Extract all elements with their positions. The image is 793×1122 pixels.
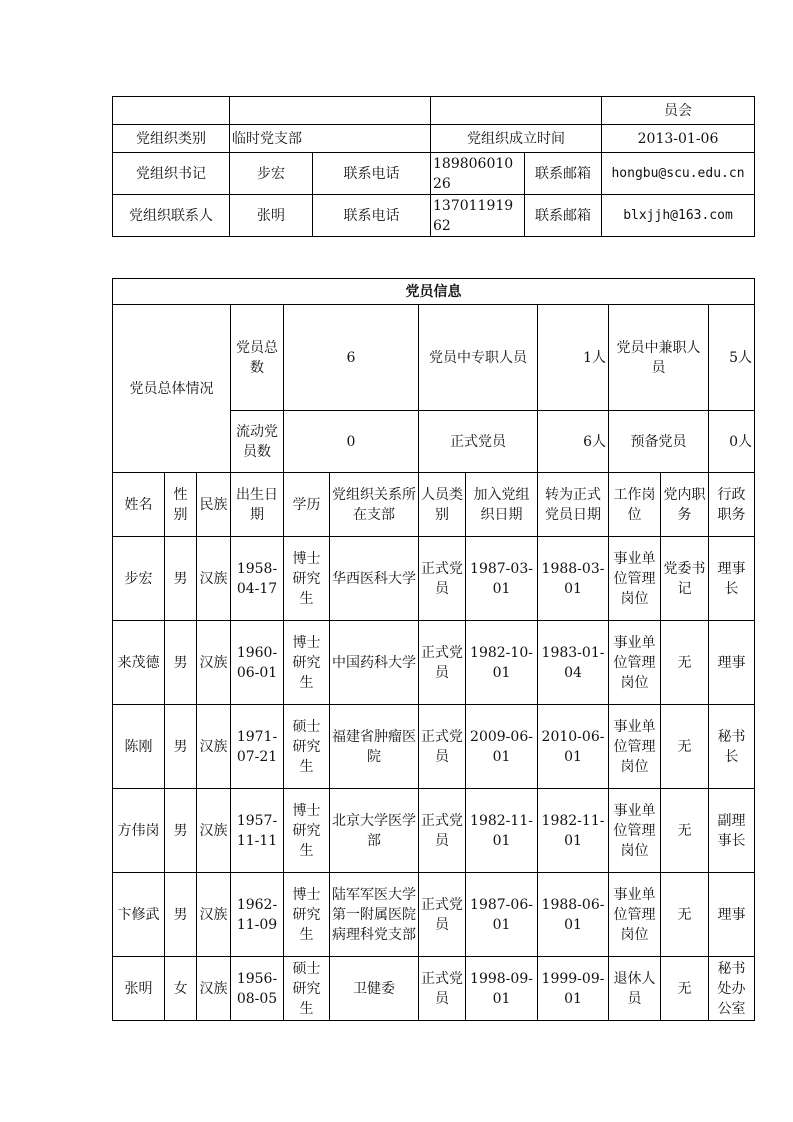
column-header: 转为正式党员日期 xyxy=(538,473,609,537)
table-cell: 陆军军医大学第一附属医院病理科党支部 xyxy=(330,873,419,957)
table-cell: 1957-11-11 xyxy=(231,789,284,873)
table-cell: 博士研究生 xyxy=(284,537,330,621)
table-cell: 卞修武 xyxy=(113,873,165,957)
table-cell: 无 xyxy=(661,789,709,873)
fulltime-label: 党员中专职人员 xyxy=(419,305,538,411)
table-cell: 1960-06-01 xyxy=(231,621,284,705)
table-cell: 副理事长 xyxy=(709,789,755,873)
formal-label: 正式党员 xyxy=(419,411,538,473)
table-cell: 1971-07-21 xyxy=(231,705,284,789)
column-header: 党内职务 xyxy=(661,473,709,537)
table-cell: 汉族 xyxy=(197,789,231,873)
org-cell-empty xyxy=(431,97,602,125)
column-header: 人员类别 xyxy=(419,473,466,537)
column-header: 党组织关系所在支部 xyxy=(330,473,419,537)
member-info-table xyxy=(112,278,755,1021)
table-row xyxy=(113,789,755,873)
table-cell: 方伟岗 xyxy=(113,789,165,873)
table-cell: 1983-01-04 xyxy=(538,621,609,705)
table-row xyxy=(113,873,755,957)
table-cell: 男 xyxy=(165,705,197,789)
total-label: 党员总数 xyxy=(231,305,284,411)
table-cell: 理事 xyxy=(709,621,755,705)
org-contact-label: 党组织联系人 xyxy=(113,195,230,237)
table-cell: 博士研究生 xyxy=(284,873,330,957)
table-cell: 硕士研究生 xyxy=(284,705,330,789)
table-cell: 无 xyxy=(661,957,709,1021)
org-type-value: 临时党支部 xyxy=(230,125,431,153)
table-row xyxy=(113,621,755,705)
formal-value: 6人 xyxy=(538,411,609,473)
org-founded-value: 2013-01-06 xyxy=(602,125,755,153)
org-email-label: 联系邮箱 xyxy=(525,153,602,195)
member-header-row xyxy=(113,473,755,537)
table-cell: 博士研究生 xyxy=(284,789,330,873)
table-cell: 汉族 xyxy=(197,621,231,705)
table-cell: 男 xyxy=(165,537,197,621)
table-cell: 1987-03-01 xyxy=(466,537,538,621)
column-header: 加入党组织日期 xyxy=(466,473,538,537)
table-cell: 正式党员 xyxy=(419,873,466,957)
table-cell: 党委书记 xyxy=(661,537,709,621)
table-cell: 事业单位管理岗位 xyxy=(609,789,661,873)
table-cell: 秘书处办公室 xyxy=(709,957,755,1021)
table-cell: 张明 xyxy=(113,957,165,1021)
table-cell: 1988-03-01 xyxy=(538,537,609,621)
org-type-label: 党组织类别 xyxy=(113,125,230,153)
probationary-label: 预备党员 xyxy=(609,411,709,473)
table-cell: 1958-04-17 xyxy=(231,537,284,621)
probationary-value: 0人 xyxy=(709,411,755,473)
table-cell: 步宏 xyxy=(113,537,165,621)
table-cell: 男 xyxy=(165,789,197,873)
table-cell: 2010-06-01 xyxy=(538,705,609,789)
org-secretary-phone: 18980601026 xyxy=(431,153,525,195)
table-cell: 无 xyxy=(661,705,709,789)
table-cell: 华西医科大学 xyxy=(330,537,419,621)
parttime-label: 党员中兼职人员 xyxy=(609,305,709,411)
table-row xyxy=(113,957,755,1021)
table-cell: 博士研究生 xyxy=(284,621,330,705)
org-info-table xyxy=(112,96,755,237)
table-cell: 无 xyxy=(661,873,709,957)
column-header: 学历 xyxy=(284,473,330,537)
table-cell: 1988-06-01 xyxy=(538,873,609,957)
table-cell: 女 xyxy=(165,957,197,1021)
table-cell: 男 xyxy=(165,621,197,705)
table-row xyxy=(113,705,755,789)
column-header: 性别 xyxy=(165,473,197,537)
table-cell: 理事 xyxy=(709,873,755,957)
org-secretary-email: hongbu@scu.edu.cn xyxy=(602,153,755,195)
table-cell: 汉族 xyxy=(197,537,231,621)
column-header: 出生日期 xyxy=(231,473,284,537)
table-cell: 1956-08-05 xyxy=(231,957,284,1021)
table-cell: 中国药科大学 xyxy=(330,621,419,705)
table-cell: 来茂德 xyxy=(113,621,165,705)
table-cell: 正式党员 xyxy=(419,621,466,705)
overall-label: 党员总体情况 xyxy=(113,305,231,473)
org-founded-label: 党组织成立时间 xyxy=(431,125,602,153)
org-phone-label: 联系电话 xyxy=(313,195,431,237)
table-cell: 正式党员 xyxy=(419,537,466,621)
table-cell: 事业单位管理岗位 xyxy=(609,705,661,789)
floating-value: 0 xyxy=(284,411,419,473)
org-secretary-label: 党组织书记 xyxy=(113,153,230,195)
fulltime-value: 1人 xyxy=(538,305,609,411)
parttime-value: 5人 xyxy=(709,305,755,411)
org-email-label: 联系邮箱 xyxy=(525,195,602,237)
table-cell: 理事长 xyxy=(709,537,755,621)
table-cell: 秘书长 xyxy=(709,705,755,789)
org-cell-empty xyxy=(230,97,431,125)
org-secretary-name: 步宏 xyxy=(230,153,313,195)
table-cell: 事业单位管理岗位 xyxy=(609,537,661,621)
org-cell-empty xyxy=(113,97,230,125)
table-cell: 硕士研究生 xyxy=(284,957,330,1021)
table-cell: 正式党员 xyxy=(419,705,466,789)
table-cell: 1998-09-01 xyxy=(466,957,538,1021)
table-cell: 正式党员 xyxy=(419,789,466,873)
table-cell: 1982-11-01 xyxy=(538,789,609,873)
table-cell: 汉族 xyxy=(197,873,231,957)
table-row xyxy=(113,537,755,621)
table-cell: 正式党员 xyxy=(419,957,466,1021)
table-cell: 1999-09-01 xyxy=(538,957,609,1021)
table-cell: 事业单位管理岗位 xyxy=(609,621,661,705)
column-header: 行政职务 xyxy=(709,473,755,537)
table-cell: 汉族 xyxy=(197,705,231,789)
table-cell: 1982-11-01 xyxy=(466,789,538,873)
column-header: 民族 xyxy=(197,473,231,537)
table-cell: 1962-11-09 xyxy=(231,873,284,957)
table-cell: 北京大学医学部 xyxy=(330,789,419,873)
table-cell: 汉族 xyxy=(197,957,231,1021)
table-cell: 福建省肿瘤医院 xyxy=(330,705,419,789)
table-cell: 男 xyxy=(165,873,197,957)
column-header: 姓名 xyxy=(113,473,165,537)
table-cell: 陈刚 xyxy=(113,705,165,789)
table-cell: 退休人员 xyxy=(609,957,661,1021)
total-value: 6 xyxy=(284,305,419,411)
member-section-title: 党员信息 xyxy=(113,279,755,305)
table-cell: 事业单位管理岗位 xyxy=(609,873,661,957)
org-contact-phone: 13701191962 xyxy=(431,195,525,237)
org-row0-last: 员会 xyxy=(602,97,755,125)
table-cell: 无 xyxy=(661,621,709,705)
floating-label: 流动党员数 xyxy=(231,411,284,473)
org-contact-name: 张明 xyxy=(230,195,313,237)
table-cell: 卫健委 xyxy=(330,957,419,1021)
table-cell: 1987-06-01 xyxy=(466,873,538,957)
table-cell: 2009-06-01 xyxy=(466,705,538,789)
org-phone-label: 联系电话 xyxy=(313,153,431,195)
org-contact-email: blxjjh@163.com xyxy=(602,195,755,237)
table-cell: 1982-10-01 xyxy=(466,621,538,705)
column-header: 工作岗位 xyxy=(609,473,661,537)
